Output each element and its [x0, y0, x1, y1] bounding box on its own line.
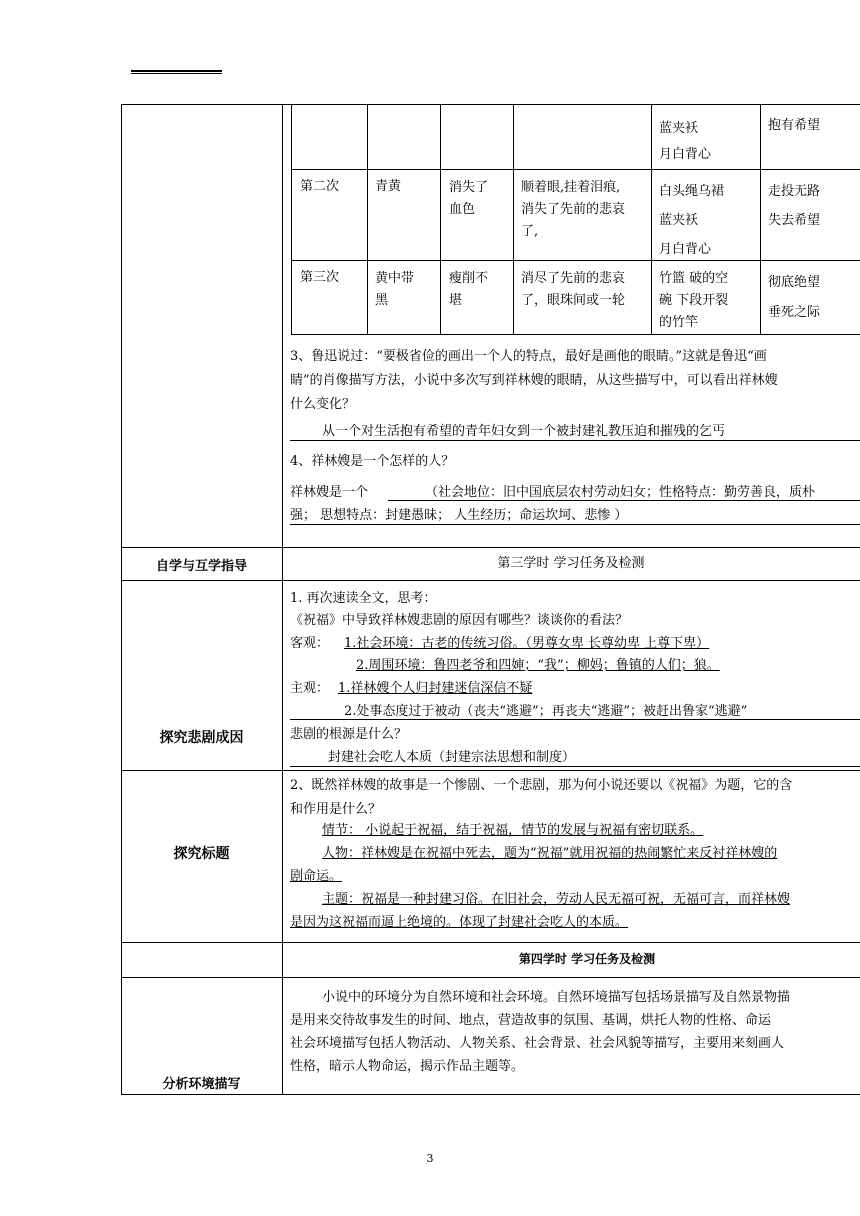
row-divider [121, 942, 860, 943]
row-label-environment: 分析环境描写 [162, 1077, 241, 1092]
table-cell: 第二次 [300, 179, 340, 194]
table-cell: 消尽了先前的悲哀 了，眼珠间或一轮 [521, 271, 626, 308]
answer-4-line1: （社会地位：旧中国底层农村劳动妇女；性格特点：勤劳善良，质朴 [425, 485, 816, 500]
table-cell: 走投无路 失去希望 [768, 184, 821, 228]
table-cell: 竹篮 破的空 碗 下段开裂 的竹竿 [659, 271, 729, 330]
question-4: 4、祥林嫂是一个怎样的人？ [290, 454, 455, 469]
answer-underline [290, 440, 860, 441]
table-column-divider [282, 104, 283, 1095]
table-border-bottom [121, 1094, 860, 1095]
answer-4-line2: 强； 思想特点：封建愚昧； 人生经历；命运坎坷、悲惨 ） [290, 508, 628, 523]
root-question: 悲剧的根源是什么？ [290, 727, 408, 742]
title-plot-answer: 情节： 小说起于祝福，结于祝福，情节的发展与祝福有密切联系。 [322, 823, 704, 838]
question-3: 3、鲁迅说过：“要极省俭的画出一个人的特点，最好是画他的眼睛。”这就是鲁迅“画 睛”的肖像描写方法，小说中多次写到祥林嫂的眼睛，从这些描写中，可以看出祥林嫂 什么变化？ [290, 349, 778, 412]
table-cell: 抱有希望 [768, 118, 821, 133]
row-label-title: 探究标题 [173, 846, 230, 862]
title-theme-answer: 主题：祝福是一种封建习俗。在旧社会，劳动人民无福可祝，无福可言，而祥林嫂 [322, 892, 791, 907]
table-border-left [121, 104, 122, 1095]
row-divider [121, 977, 860, 978]
header-rule [131, 70, 222, 74]
title-question: 2、既然祥林嫂的故事是一个惨剧、一个悲剧，那为何小说还要以《祝福》为题，它的含 和作用是什么？ [290, 778, 793, 817]
row-label-tragedy: 探究悲剧成因 [159, 730, 244, 746]
objective-prefix: 客观： [290, 636, 330, 651]
answer-underline [290, 766, 860, 767]
row-divider [121, 547, 860, 548]
title-character-answer-cont: 剧命运。 [290, 869, 343, 884]
row-divider [121, 770, 860, 771]
title-character-answer: 人物：祥林嫂是在祝福中死去，题为“祝福”就用祝福的热闹繁忙来反衬祥林嫂的 [322, 846, 778, 861]
row-divider [121, 580, 860, 581]
table-cell: 彻底绝望 垂死之际 [768, 275, 821, 320]
table-cell: 瘦削不 堪 [449, 271, 489, 308]
objective-answer-1: 1.社会环境：古老的传统习俗。（男尊女卑 长尊幼卑 上尊下卑） [344, 636, 710, 651]
answer-underline [388, 500, 860, 501]
subjective-answer-2: 2.处事态度过于被动（丧夫“逃避”；再丧夫“逃避”；被赶出鲁家“逃避” [344, 704, 748, 719]
third-period-title: 第三学时 学习任务及检测 [497, 556, 645, 571]
row-label-guide: 自学与互学指导 [155, 559, 247, 574]
table-cell: 青黄 [375, 179, 402, 194]
objective-answer-2: 2.周围环境：鲁四老爷和四婶；“我”；柳妈；鲁镇的人们；狼。 [356, 658, 720, 673]
table-cell: 第三次 [300, 270, 340, 285]
fourth-period-title: 第四学时 学习任务及检测 [518, 952, 656, 966]
title-theme-answer-cont: 是因为这祝福而逼上绝境的。体现了封建社会吃人的本质。 [290, 915, 629, 930]
subjective-prefix: 主观： [290, 681, 330, 696]
table-border-top [121, 104, 860, 105]
table-cell: 白头绳乌裙 蓝夹袄 月白背心 [659, 184, 725, 257]
environment-text: 小说中的环境分为自然环境和社会环境。自然环境描写包括场景描写及自然景物描 是用来交待故事发生的时间、地点，营造故事的氛围、基调，烘托人物的性格、命运 社会环境描写包括人物活动、人物关系、社会背景、社会风貌等描写，主要用来刻画人 性格，暗示人物命运，揭示作品主题等。 [290, 990, 791, 1074]
tragedy-question: 1. 再次速读全文，思考： 《祝福》中导致祥林嫂悲剧的原因有哪些？谈谈你的看法？ [290, 591, 629, 628]
answer-underline [290, 719, 860, 720]
table-cell: 黄中带 黑 [375, 271, 415, 308]
answer-4-prefix: 祥林嫂是一个 [290, 485, 369, 500]
table-cell: 消失了 血色 [449, 180, 489, 217]
page-number: 3 [426, 1152, 434, 1165]
answer-underline [290, 524, 860, 525]
subjective-answer-1: 1.祥林嫂个人归封建迷信深信不疑 [338, 681, 533, 696]
answer-3: 从一个对生活抱有希望的青年妇女到一个被封建礼教压迫和摧残的乞丐 [322, 424, 726, 439]
table-cell: 顺着眼,挂着泪痕, 消失了先前的悲哀 了, [521, 180, 626, 239]
root-answer: 封建社会吃人本质（封建宗法思想和制度） [328, 750, 576, 765]
table-cell: 蓝夹袄 月白背心 [659, 121, 712, 162]
